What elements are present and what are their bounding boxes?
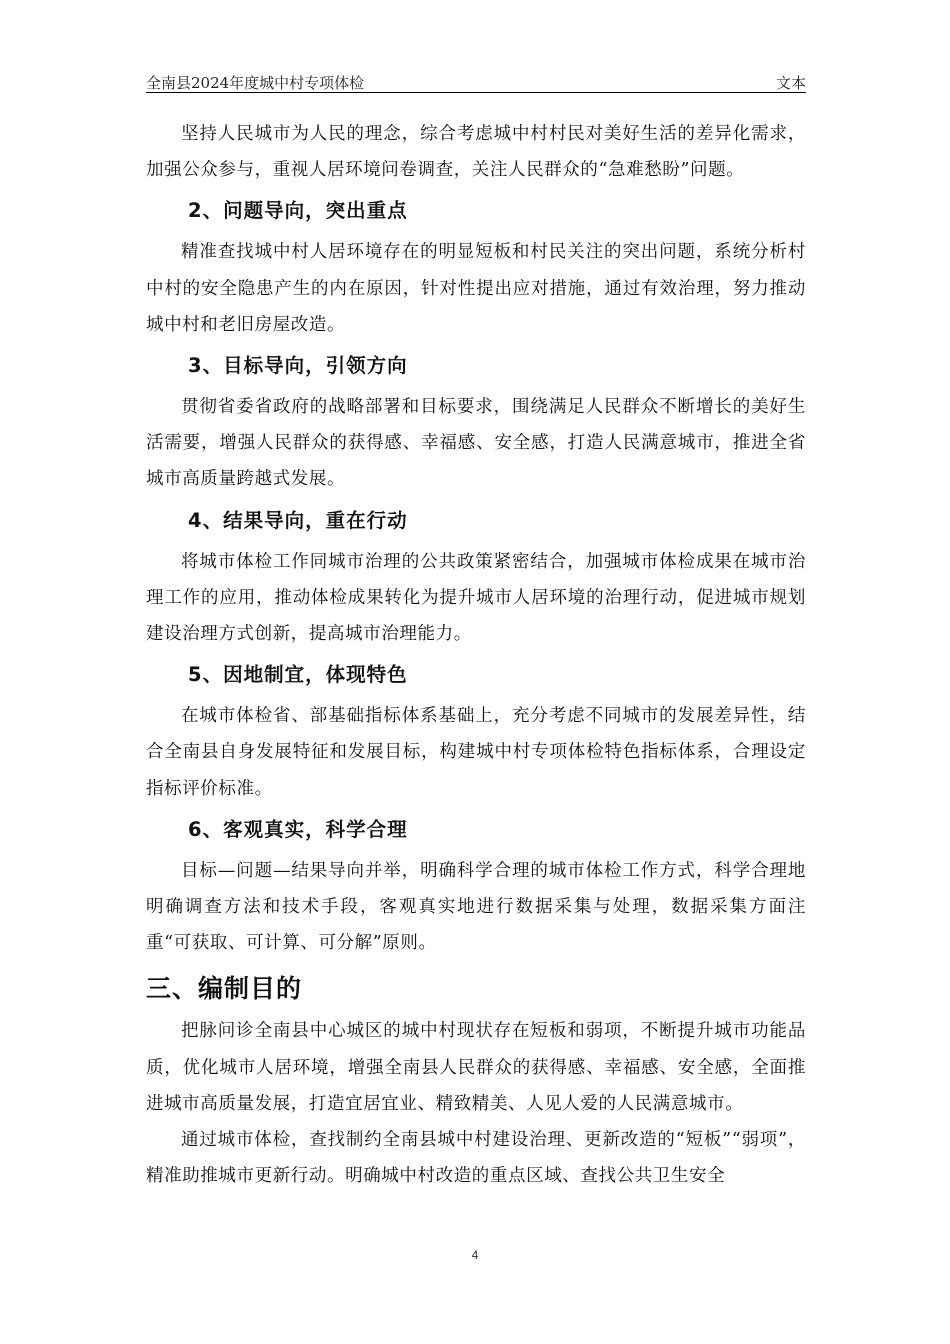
document-body <box>146 116 806 1194</box>
paragraph-goal-oriented: 贯彻省委省政府的战略部署和目标要求，围绕满足人民群众不断增长的美好生活需要，增强人民群众的获得感、幸福感、安全感，打造人民满意城市，推进全省城市高质量跨越式发展。 <box>146 397 806 490</box>
paragraph-objective-scientific: 目标—问题—结果导向并举，明确科学合理的城市体检工作方式，科学合理地明确调查方法和技术手段，客观真实地进行数据采集与处理，数据采集方面注重“可获取、可计算、可分解”原则。 <box>146 860 806 954</box>
section-heading-purpose: 三、编制目的 <box>146 974 303 1004</box>
paragraph-result-oriented: 将城市体检工作同城市治理的公共政策紧密结合，加强城市体检成果在城市治理工作的应用，推动体检成果转化为提升城市人居环境的治理行动，促进城市规划建设治理方式创新，提高城市治理能力。 <box>146 551 806 645</box>
page-header <box>146 70 806 93</box>
heading-goal-oriented: 3、目标导向，引领方向 <box>188 354 408 378</box>
paragraph-purpose-1: 把脉问诊全南县中心城区的城中村现状存在短板和弱项，不断提升城市功能品质，优化城市人居环境，增强全南县人民群众的获得感、幸福感、安全感，全面推进城市高质量发展，打造宜居宜业、精致精美、人见人爱的人民满意城市。 <box>146 1021 806 1114</box>
header-title: 全南县2024年度城中村专项体检 <box>146 74 365 92</box>
page-number: 4 <box>471 1248 479 1262</box>
paragraph-local-conditions: 在城市体检省、部基础指标体系基础上，充分考虑不同城市的发展差异性，结合全南县自身发展特征和发展目标，构建城中村专项体检特色指标体系，合理设定指标评价标准。 <box>146 706 806 799</box>
paragraph-purpose-2: 通过城市体检，查找制约全南县城中村建设治理、更新改造的“短板”“弱项”，精准助推城市更新行动。明确城中村改造的重点区域、查找公共卫生安全 <box>146 1130 806 1187</box>
header-label: 文本 <box>775 74 806 92</box>
heading-objective-scientific: 6、客观真实，科学合理 <box>188 817 408 841</box>
heading-result-oriented: 4、结果导向，重在行动 <box>188 508 408 532</box>
paragraph-problem-oriented: 精准查找城中村人居环境存在的明显短板和村民关注的突出问题，系统分析村中村的安全隐患产生的内在原因，针对性提出应对措施，通过有效治理，努力推动城中村和老旧房屋改造。 <box>146 242 806 335</box>
heading-local-conditions: 5、因地制宜，体现特色 <box>188 663 408 687</box>
paragraph-people-centered: 坚持人民城市为人民的理念，综合考虑城中村村民对美好生活的差异化需求，加强公众参与，重视人居环境问卷调查，关注人民群众的“急难愁盼”问题。 <box>146 124 806 181</box>
heading-problem-oriented: 2、问题导向，突出重点 <box>188 199 408 223</box>
